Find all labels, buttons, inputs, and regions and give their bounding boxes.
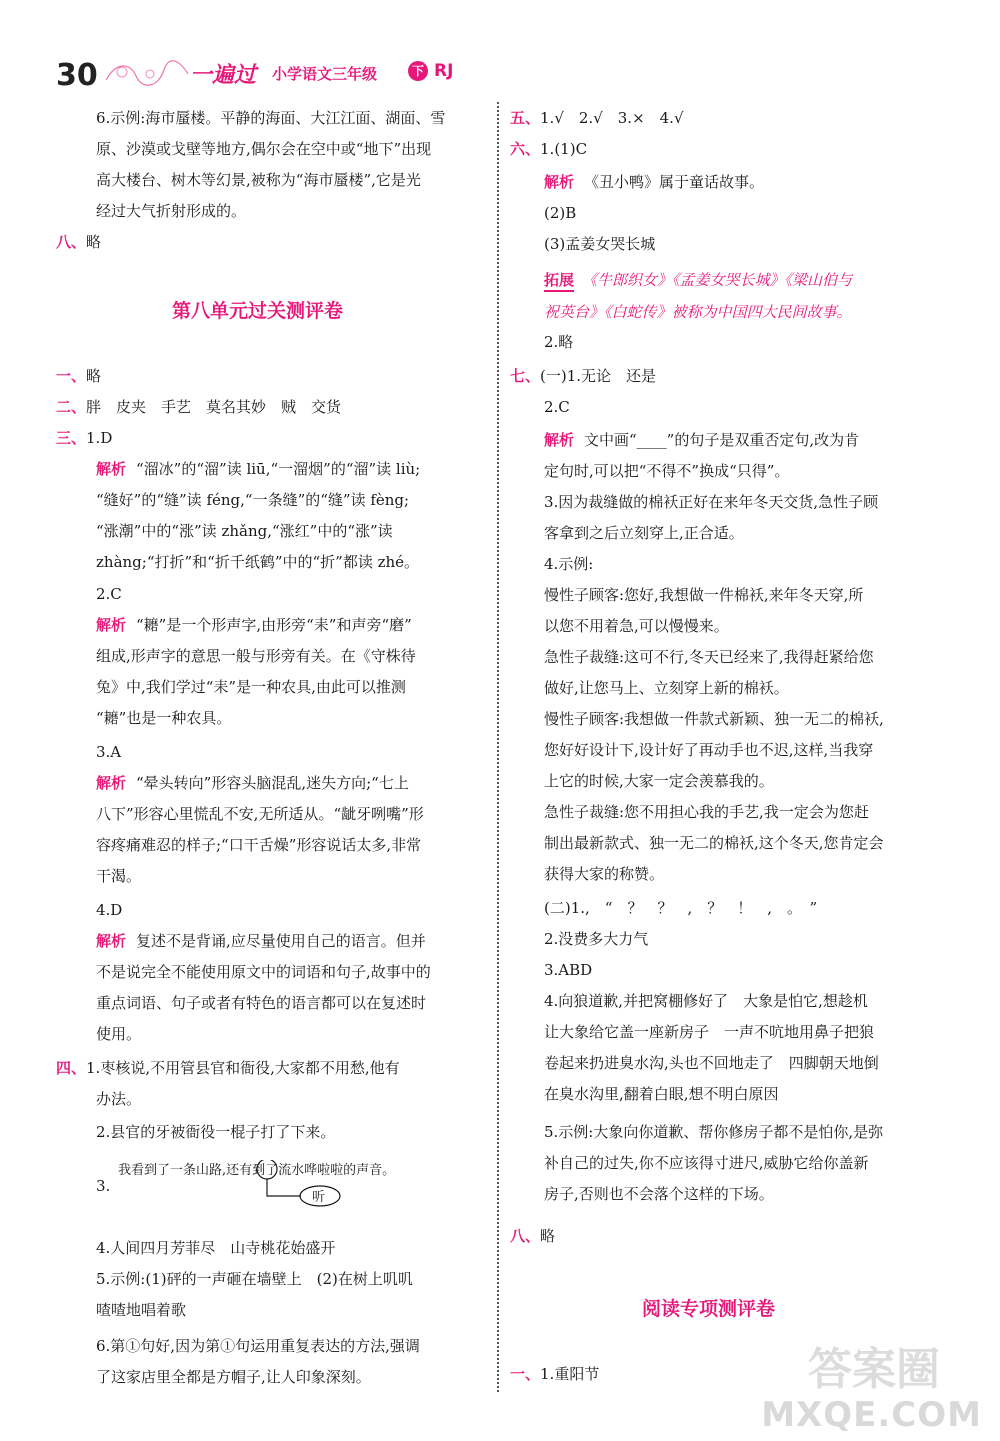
section-four bbox=[56, 1058, 400, 1078]
dialogue-line: 以您不用着急,可以慢慢来。 bbox=[544, 617, 729, 635]
answer-line: 原、沙漠或戈壁等地方,偶尔会在空中或“地下”出现 bbox=[96, 140, 432, 158]
answer-line: 2.C bbox=[544, 398, 570, 416]
answer-line: 5.示例:大象向你道歉、帮你修房子都不是怕你,是弥 bbox=[544, 1123, 884, 1141]
page-number: 30 bbox=[56, 58, 98, 93]
section-one bbox=[56, 366, 101, 386]
answer-line: 4.人间四月芳菲尽 山寺桃花始盛开 bbox=[96, 1239, 336, 1257]
answer-line: (2)B bbox=[544, 204, 577, 222]
analysis-line: 干渴。 bbox=[96, 867, 142, 885]
analysis-line: 使用。 bbox=[96, 1025, 142, 1043]
answer-line: 卷起来扔进臭水沟,头也不回地走了 四脚朝天地倒 bbox=[544, 1054, 879, 1072]
dialogue-line: 慢性子顾客:您好,我想做一件棉袄,来年冬天穿,所 bbox=[544, 586, 864, 604]
analysis-line: 解析 “晕头转向”形容头脑混乱,迷失方向;“七上 bbox=[96, 774, 409, 792]
answer-text: 略 bbox=[86, 233, 102, 251]
analysis-line: “耱”也是一种农具。 bbox=[96, 709, 232, 727]
section-eight-right bbox=[510, 1226, 555, 1246]
answer-line: 在臭水沟里,翻着白眼,想不明白原因 bbox=[544, 1085, 779, 1103]
analysis-label: 解析 bbox=[96, 932, 127, 950]
answer-line: 房子,否则也不会落个这样的下场。 bbox=[544, 1185, 774, 1203]
analysis-line: 兔》中,我们学过“耒”是一种农具,由此可以推测 bbox=[96, 678, 406, 696]
section-marker: 一、 bbox=[510, 1365, 541, 1383]
section-marker: 八、 bbox=[56, 233, 87, 251]
analysis-line: 组成,形声字的意思一般与形旁有关。在《守株待 bbox=[96, 647, 416, 665]
dialogue-line: 急性子裁缝:您不用担心我的手艺,我一定会为您赶 bbox=[544, 803, 869, 821]
extension-note: 拓展 《牛郎织女》《孟姜女哭长城》《梁山伯与 bbox=[544, 270, 852, 292]
section-one-right bbox=[510, 1364, 599, 1384]
brand-logo: 一遍过 bbox=[190, 63, 257, 88]
answer-line: 3.ABD bbox=[544, 961, 593, 979]
answer-line: 2.没费多大力气 bbox=[544, 930, 649, 948]
section-marker: 二、 bbox=[56, 398, 87, 416]
watermark-logo: 答案圈 bbox=[808, 1344, 940, 1395]
section-marker: 三、 bbox=[56, 429, 87, 447]
answer-line: 3.因为裁缝做的棉袄正好在来年冬天交货,急性子顾 bbox=[544, 493, 879, 511]
section-six bbox=[510, 139, 587, 159]
dialogue-line: 做好,让您马上、立刻穿上新的棉袄。 bbox=[544, 679, 789, 697]
correction-diagram bbox=[96, 1160, 516, 1208]
analysis-line: 定句时,可以把“不得不”换成“只得”。 bbox=[544, 462, 790, 480]
extension-note: 祝英台》《白蛇传》被称为中国四大民间故事。 bbox=[544, 303, 852, 321]
analysis-line: 重点词语、句子或者有特色的语言都可以在复述时 bbox=[96, 994, 427, 1012]
answer-line: 了这家店里全都是方帽子,让人印象深刻。 bbox=[96, 1368, 371, 1386]
correction-sentence: 我看到了一条山路,还有到了流水哗啦啦的声音。 bbox=[118, 1163, 396, 1178]
section-seven bbox=[510, 366, 656, 386]
section-marker: 八、 bbox=[510, 1227, 541, 1245]
analysis-label: 解析 bbox=[96, 460, 127, 478]
section-marker: 四、 bbox=[56, 1059, 87, 1077]
answer-line: 2.略 bbox=[544, 333, 574, 351]
page-header bbox=[0, 48, 1000, 96]
edition-label: RJ bbox=[434, 61, 454, 81]
dialogue-line: 慢性子顾客:我想做一件款式新颖、独一无二的棉袄, bbox=[544, 710, 884, 728]
answer-line: 6.第①句好,因为第①句运用重复表达的方法,强调 bbox=[96, 1337, 420, 1355]
answer-line: 喳喳地唱着歌 bbox=[96, 1301, 187, 1319]
section-three bbox=[56, 428, 112, 448]
analysis-line: zhàng;“打折”和“折千纸鹤”中的“折”都读 zhé。 bbox=[96, 553, 420, 571]
answer-text: 略 bbox=[540, 1227, 556, 1245]
correction-word: 听 bbox=[312, 1190, 326, 1205]
answer-text: 1.D bbox=[86, 429, 113, 447]
volume-badge: 下 bbox=[408, 61, 428, 81]
dialogue-line: 上它的时候,大家一定会羡慕我的。 bbox=[544, 772, 774, 790]
answer-line: (二)1., “ ？ ？ , ？ ！ , 。 ” bbox=[544, 899, 818, 917]
answer-text: 1.重阳节 bbox=[540, 1365, 600, 1383]
analysis-line: 解析 “耱”是一个形声字,由形旁“耒”和声旁“磨” bbox=[96, 616, 412, 634]
answer-line: 办法。 bbox=[96, 1090, 142, 1108]
analysis-line: 不是说完全不能使用原文中的词语和句子,故事中的 bbox=[96, 963, 431, 981]
analysis-line: 八下”形容心里慌乱不安,无所适从。“龇牙咧嘴”形 bbox=[96, 805, 424, 823]
section-marker: 六、 bbox=[510, 140, 541, 158]
subject-label: 小学语文三年级 bbox=[272, 65, 378, 83]
section-five bbox=[510, 108, 684, 128]
decorative-flourish-icon bbox=[102, 58, 190, 88]
answer-text: (一)1.无论 还是 bbox=[540, 367, 657, 385]
answer-line: 4.D bbox=[96, 901, 123, 919]
answer-text: 1.枣核说,不用管县官和衙役,大家都不用愁,他有 bbox=[86, 1059, 400, 1077]
answer-line: 补自己的过失,你不应该得寸进尺,威胁它给你盖新 bbox=[544, 1154, 869, 1172]
answer-line: 经过大气折射形成的。 bbox=[96, 202, 247, 220]
unit-title: 第八单元过关测评卷 bbox=[172, 300, 344, 322]
answer-text: 1.(1)C bbox=[540, 140, 588, 158]
answer-line: 4.向狼道歉,并把窝棚修好了 大象是怕它,想趁机 bbox=[544, 992, 868, 1010]
section-marker: 七、 bbox=[510, 367, 541, 385]
section-title: 阅读专项测评卷 bbox=[642, 1298, 776, 1320]
dialogue-line: 急性子裁缝:这可不行,冬天已经来了,我得赶紧给您 bbox=[544, 648, 874, 666]
answer-text: 略 bbox=[86, 367, 102, 385]
answer-line: (3)孟姜女哭长城 bbox=[544, 235, 656, 253]
section-marker: 五、 bbox=[510, 109, 541, 127]
answer-line: 5.示例:(1)砰的一声砸在墙壁上 (2)在树上叽叽 bbox=[96, 1270, 413, 1288]
analysis-label: 解析 bbox=[96, 616, 127, 634]
section-eight bbox=[56, 232, 101, 252]
analysis-label: 解析 bbox=[96, 774, 127, 792]
analysis-line: “涨潮”中的“涨”读 zhǎng,“涨红”中的“涨”读 bbox=[96, 522, 393, 540]
answer-line: 客拿到之后立刻穿上,正合适。 bbox=[544, 524, 744, 542]
answer-text: 胖 皮夹 手艺 莫名其妙 贼 交货 bbox=[86, 398, 342, 416]
analysis-line: “缝好”的“缝”读 féng,“一条缝”的“缝”读 fèng; bbox=[96, 491, 410, 509]
answer-line: 3.A bbox=[96, 743, 122, 761]
analysis-line: 解析 文中画“____”的句子是双重否定句,改为肯 bbox=[544, 431, 860, 449]
analysis-line: 解析 复述不是背诵,应尽量使用自己的语言。但并 bbox=[96, 932, 426, 950]
answer-line: 3. bbox=[96, 1177, 111, 1195]
section-two bbox=[56, 397, 341, 417]
answer-line: 2.县官的牙被衙役一棍子打了下来。 bbox=[96, 1123, 336, 1141]
analysis-label: 解析 bbox=[544, 173, 575, 191]
analysis-line: 解析 “溜冰”的“溜”读 liū,“一溜烟”的“溜”读 liù; bbox=[96, 460, 421, 478]
dialogue-line: 您好好设计下,设计好了再动手也不迟,这样,当我穿 bbox=[544, 741, 874, 759]
analysis-line: 容疼痛难忍的样子;“口干舌燥”形容说话太多,非常 bbox=[96, 836, 422, 854]
dialogue-line: 制出最新款式、独一无二的棉袄,这个冬天,您肯定会 bbox=[544, 834, 884, 852]
watermark-url: MXQE.COM bbox=[761, 1395, 982, 1435]
answer-line: 2.C bbox=[96, 585, 122, 603]
dialogue-line: 获得大家的称赞。 bbox=[544, 865, 665, 883]
analysis-label: 解析 bbox=[544, 431, 575, 449]
section-marker: 一、 bbox=[56, 367, 87, 385]
extension-badge: 拓展 bbox=[544, 270, 574, 292]
answer-text: 1.√ 2.√ 3.× 4.√ bbox=[540, 109, 684, 127]
analysis-line: 解析 《丑小鸭》属于童话故事。 bbox=[544, 173, 765, 191]
answer-line: 4.示例: bbox=[544, 555, 594, 573]
answer-line: 6.示例:海市蜃楼。平静的海面、大江江面、湖面、雪 bbox=[96, 109, 446, 127]
answer-line: 让大象给它盖一座新房子 一声不吭地用鼻子把狼 bbox=[544, 1023, 875, 1041]
answer-line: 高大楼台、树木等幻景,被称为“海市蜃楼”,它是光 bbox=[96, 171, 421, 189]
